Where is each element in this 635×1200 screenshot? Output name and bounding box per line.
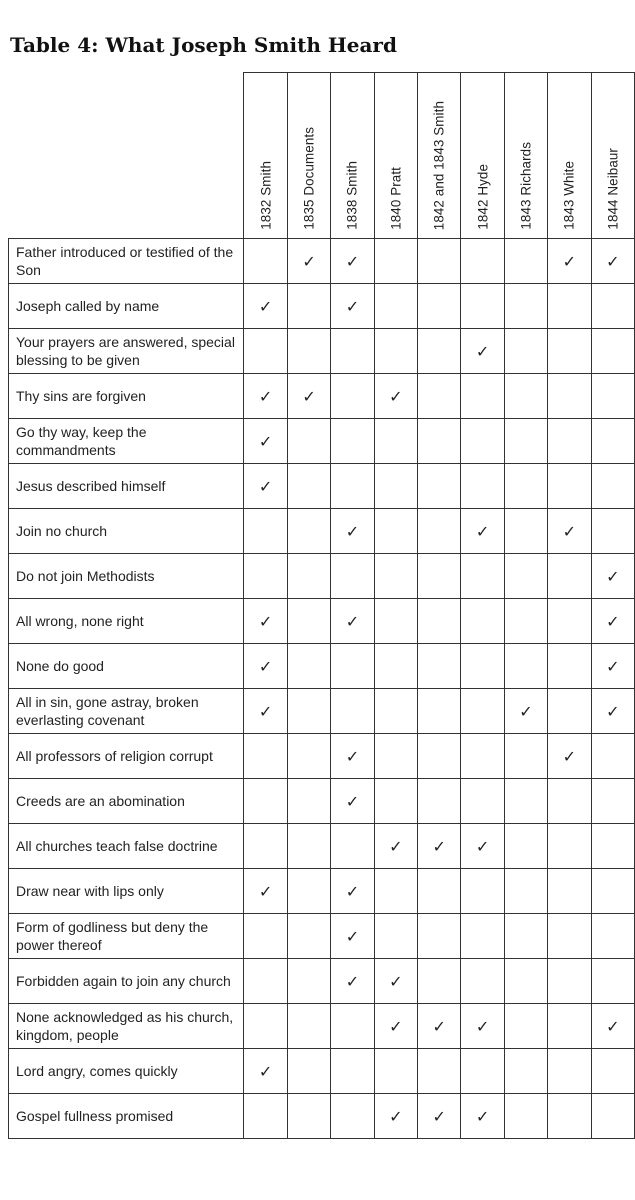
row-label: None acknowledged as his church, kingdom, people xyxy=(9,1004,244,1049)
empty-cell xyxy=(548,689,591,734)
empty-cell xyxy=(244,914,287,959)
table-row xyxy=(9,1094,635,1139)
table-row xyxy=(9,509,635,554)
empty-cell xyxy=(331,374,374,419)
check-mark: ✓ xyxy=(374,374,417,419)
table-row xyxy=(9,959,635,1004)
empty-cell xyxy=(418,1049,461,1094)
empty-cell xyxy=(287,869,330,914)
check-mark: ✓ xyxy=(244,689,287,734)
empty-cell xyxy=(591,779,634,824)
row-label: All churches teach false doctrine xyxy=(9,824,244,869)
check-mark: ✓ xyxy=(331,284,374,329)
row-label: All wrong, none right xyxy=(9,599,244,644)
empty-cell xyxy=(504,1049,547,1094)
table-row xyxy=(9,464,635,509)
empty-cell xyxy=(287,689,330,734)
check-mark: ✓ xyxy=(331,509,374,554)
column-header xyxy=(461,73,504,239)
empty-cell xyxy=(287,329,330,374)
empty-cell xyxy=(244,239,287,284)
empty-cell xyxy=(331,644,374,689)
check-mark: ✓ xyxy=(418,1094,461,1139)
column-header xyxy=(331,73,374,239)
check-mark: ✓ xyxy=(461,329,504,374)
table-row xyxy=(9,689,635,734)
column-header-label: 1838 Smith xyxy=(344,161,360,230)
check-mark: ✓ xyxy=(461,1004,504,1049)
column-header xyxy=(374,73,417,239)
row-label: Forbidden again to join any church xyxy=(9,959,244,1004)
empty-cell xyxy=(548,914,591,959)
check-mark: ✓ xyxy=(504,689,547,734)
empty-cell xyxy=(548,419,591,464)
empty-cell xyxy=(504,554,547,599)
empty-cell xyxy=(591,869,634,914)
empty-cell xyxy=(244,779,287,824)
check-mark: ✓ xyxy=(374,1004,417,1049)
empty-cell xyxy=(591,914,634,959)
empty-cell xyxy=(504,329,547,374)
check-mark: ✓ xyxy=(331,869,374,914)
empty-cell xyxy=(374,329,417,374)
empty-cell xyxy=(504,1004,547,1049)
empty-cell xyxy=(244,734,287,779)
column-header-label: 1843 Richards xyxy=(518,142,534,230)
empty-cell xyxy=(504,599,547,644)
header-corner xyxy=(9,73,244,239)
empty-cell xyxy=(418,329,461,374)
check-mark: ✓ xyxy=(244,599,287,644)
table-row xyxy=(9,239,635,284)
empty-cell xyxy=(287,284,330,329)
empty-cell xyxy=(374,419,417,464)
column-header xyxy=(548,73,591,239)
empty-cell xyxy=(461,464,504,509)
empty-cell xyxy=(374,779,417,824)
check-mark: ✓ xyxy=(461,509,504,554)
table-row xyxy=(9,374,635,419)
empty-cell xyxy=(504,779,547,824)
empty-cell xyxy=(287,959,330,1004)
empty-cell xyxy=(374,509,417,554)
empty-cell xyxy=(418,914,461,959)
empty-cell xyxy=(461,689,504,734)
check-mark: ✓ xyxy=(331,779,374,824)
empty-cell xyxy=(504,914,547,959)
empty-cell xyxy=(418,869,461,914)
empty-cell xyxy=(504,464,547,509)
table-row xyxy=(9,869,635,914)
check-mark: ✓ xyxy=(244,464,287,509)
empty-cell xyxy=(418,689,461,734)
empty-cell xyxy=(287,824,330,869)
empty-cell xyxy=(418,734,461,779)
empty-cell xyxy=(374,464,417,509)
empty-cell xyxy=(418,419,461,464)
row-label: Gospel fullness promised xyxy=(9,1094,244,1139)
empty-cell xyxy=(287,419,330,464)
row-label: All professors of religion corrupt xyxy=(9,734,244,779)
empty-cell xyxy=(331,824,374,869)
check-mark: ✓ xyxy=(287,239,330,284)
empty-cell xyxy=(591,419,634,464)
empty-cell xyxy=(418,644,461,689)
empty-cell xyxy=(461,599,504,644)
empty-cell xyxy=(461,779,504,824)
empty-cell xyxy=(591,1094,634,1139)
table-row xyxy=(9,824,635,869)
check-mark: ✓ xyxy=(244,284,287,329)
empty-cell xyxy=(331,1004,374,1049)
empty-cell xyxy=(461,374,504,419)
empty-cell xyxy=(374,554,417,599)
check-mark: ✓ xyxy=(418,824,461,869)
empty-cell xyxy=(504,824,547,869)
empty-cell xyxy=(244,959,287,1004)
empty-cell xyxy=(548,554,591,599)
empty-cell xyxy=(374,599,417,644)
empty-cell xyxy=(548,329,591,374)
empty-cell xyxy=(461,419,504,464)
empty-cell xyxy=(504,644,547,689)
empty-cell xyxy=(461,554,504,599)
check-mark: ✓ xyxy=(244,869,287,914)
row-label: Lord angry, comes quickly xyxy=(9,1049,244,1094)
table-row xyxy=(9,1004,635,1049)
row-label: Your prayers are answered, special blessing to be given xyxy=(9,329,244,374)
row-label: Creeds are an abomination xyxy=(9,779,244,824)
row-label: Do not join Methodists xyxy=(9,554,244,599)
empty-cell xyxy=(374,284,417,329)
column-header-label: 1842 Hyde xyxy=(475,164,491,230)
table-body xyxy=(9,239,635,1139)
column-header-label: 1844 Neibaur xyxy=(605,148,621,230)
column-header-label: 1840 Pratt xyxy=(388,167,404,230)
empty-cell xyxy=(461,869,504,914)
empty-cell xyxy=(591,464,634,509)
empty-cell xyxy=(548,779,591,824)
empty-cell xyxy=(374,869,417,914)
empty-cell xyxy=(244,1004,287,1049)
check-mark: ✓ xyxy=(591,599,634,644)
table-row xyxy=(9,914,635,959)
check-mark: ✓ xyxy=(591,239,634,284)
table-row xyxy=(9,554,635,599)
empty-cell xyxy=(374,1049,417,1094)
empty-cell xyxy=(418,284,461,329)
check-mark: ✓ xyxy=(244,644,287,689)
check-mark: ✓ xyxy=(418,1004,461,1049)
check-mark: ✓ xyxy=(287,374,330,419)
empty-cell xyxy=(418,959,461,1004)
empty-cell xyxy=(504,1094,547,1139)
empty-cell xyxy=(461,959,504,1004)
empty-cell xyxy=(548,284,591,329)
table-row xyxy=(9,779,635,824)
empty-cell xyxy=(591,824,634,869)
check-mark: ✓ xyxy=(548,734,591,779)
table-row xyxy=(9,329,635,374)
empty-cell xyxy=(504,734,547,779)
empty-cell xyxy=(591,374,634,419)
empty-cell xyxy=(287,644,330,689)
empty-cell xyxy=(548,1094,591,1139)
column-header-row xyxy=(9,73,635,239)
empty-cell xyxy=(244,509,287,554)
row-label: Form of godliness but deny the power thereof xyxy=(9,914,244,959)
check-mark: ✓ xyxy=(591,644,634,689)
row-label: Draw near with lips only xyxy=(9,869,244,914)
column-header-label: 1842 and 1843 Smith xyxy=(431,100,447,230)
empty-cell xyxy=(418,779,461,824)
check-mark: ✓ xyxy=(331,239,374,284)
empty-cell xyxy=(418,464,461,509)
check-mark: ✓ xyxy=(548,509,591,554)
row-label: Jesus described himself xyxy=(9,464,244,509)
table-row xyxy=(9,1049,635,1094)
empty-cell xyxy=(461,1049,504,1094)
row-label: Thy sins are forgiven xyxy=(9,374,244,419)
empty-cell xyxy=(504,509,547,554)
empty-cell xyxy=(504,374,547,419)
check-mark: ✓ xyxy=(331,914,374,959)
empty-cell xyxy=(591,509,634,554)
empty-cell xyxy=(418,239,461,284)
check-mark: ✓ xyxy=(461,1094,504,1139)
row-label: Father introduced or testified of the Son xyxy=(9,239,244,284)
row-label: All in sin, gone astray, broken everlasting covenant xyxy=(9,689,244,734)
empty-cell xyxy=(504,419,547,464)
empty-cell xyxy=(331,419,374,464)
empty-cell xyxy=(287,1004,330,1049)
check-mark: ✓ xyxy=(331,959,374,1004)
check-mark: ✓ xyxy=(374,959,417,1004)
empty-cell xyxy=(244,1094,287,1139)
empty-cell xyxy=(548,374,591,419)
check-mark: ✓ xyxy=(244,419,287,464)
check-mark: ✓ xyxy=(244,374,287,419)
empty-cell xyxy=(548,959,591,1004)
check-mark: ✓ xyxy=(461,824,504,869)
empty-cell xyxy=(504,284,547,329)
check-mark: ✓ xyxy=(591,689,634,734)
table-title: Table 4: What Joseph Smith Heard xyxy=(10,33,397,57)
comparison-table xyxy=(8,72,635,1139)
check-mark: ✓ xyxy=(374,824,417,869)
empty-cell xyxy=(591,284,634,329)
check-mark: ✓ xyxy=(331,599,374,644)
empty-cell xyxy=(548,599,591,644)
empty-cell xyxy=(504,959,547,1004)
check-mark: ✓ xyxy=(331,734,374,779)
empty-cell xyxy=(287,779,330,824)
empty-cell xyxy=(548,824,591,869)
table-row xyxy=(9,644,635,689)
empty-cell xyxy=(418,509,461,554)
empty-cell xyxy=(287,464,330,509)
empty-cell xyxy=(374,914,417,959)
empty-cell xyxy=(418,554,461,599)
column-header xyxy=(287,73,330,239)
empty-cell xyxy=(287,1094,330,1139)
empty-cell xyxy=(331,1094,374,1139)
empty-cell xyxy=(287,554,330,599)
empty-cell xyxy=(374,644,417,689)
empty-cell xyxy=(548,1004,591,1049)
empty-cell xyxy=(591,1049,634,1094)
empty-cell xyxy=(504,239,547,284)
empty-cell xyxy=(331,329,374,374)
empty-cell xyxy=(548,1049,591,1094)
empty-cell xyxy=(461,644,504,689)
check-mark: ✓ xyxy=(374,1094,417,1139)
column-header-label: 1843 White xyxy=(561,161,577,230)
empty-cell xyxy=(374,239,417,284)
table-row xyxy=(9,419,635,464)
table-row xyxy=(9,284,635,329)
table-header xyxy=(9,73,635,239)
row-label: Joseph called by name xyxy=(9,284,244,329)
empty-cell xyxy=(461,734,504,779)
empty-cell xyxy=(504,869,547,914)
check-mark: ✓ xyxy=(591,554,634,599)
empty-cell xyxy=(331,554,374,599)
empty-cell xyxy=(287,509,330,554)
column-header xyxy=(244,73,287,239)
empty-cell xyxy=(418,374,461,419)
empty-cell xyxy=(287,914,330,959)
empty-cell xyxy=(461,284,504,329)
check-mark: ✓ xyxy=(244,1049,287,1094)
empty-cell xyxy=(374,734,417,779)
empty-cell xyxy=(591,959,634,1004)
column-header-label: 1835 Documents xyxy=(301,127,317,230)
empty-cell xyxy=(331,1049,374,1094)
empty-cell xyxy=(548,644,591,689)
empty-cell xyxy=(244,554,287,599)
empty-cell xyxy=(374,689,417,734)
empty-cell xyxy=(418,599,461,644)
row-label: Join no church xyxy=(9,509,244,554)
column-header-label: 1832 Smith xyxy=(258,161,274,230)
column-header xyxy=(591,73,634,239)
empty-cell xyxy=(461,239,504,284)
empty-cell xyxy=(591,329,634,374)
empty-cell xyxy=(548,464,591,509)
column-header xyxy=(504,73,547,239)
empty-cell xyxy=(244,329,287,374)
column-header xyxy=(418,73,461,239)
empty-cell xyxy=(244,824,287,869)
empty-cell xyxy=(287,734,330,779)
table-row xyxy=(9,734,635,779)
check-mark: ✓ xyxy=(548,239,591,284)
empty-cell xyxy=(331,464,374,509)
empty-cell xyxy=(287,599,330,644)
check-mark: ✓ xyxy=(591,1004,634,1049)
empty-cell xyxy=(331,689,374,734)
empty-cell xyxy=(287,1049,330,1094)
empty-cell xyxy=(591,734,634,779)
empty-cell xyxy=(548,869,591,914)
row-label: Go thy way, keep the commandments xyxy=(9,419,244,464)
row-label: None do good xyxy=(9,644,244,689)
empty-cell xyxy=(461,914,504,959)
table-row xyxy=(9,599,635,644)
